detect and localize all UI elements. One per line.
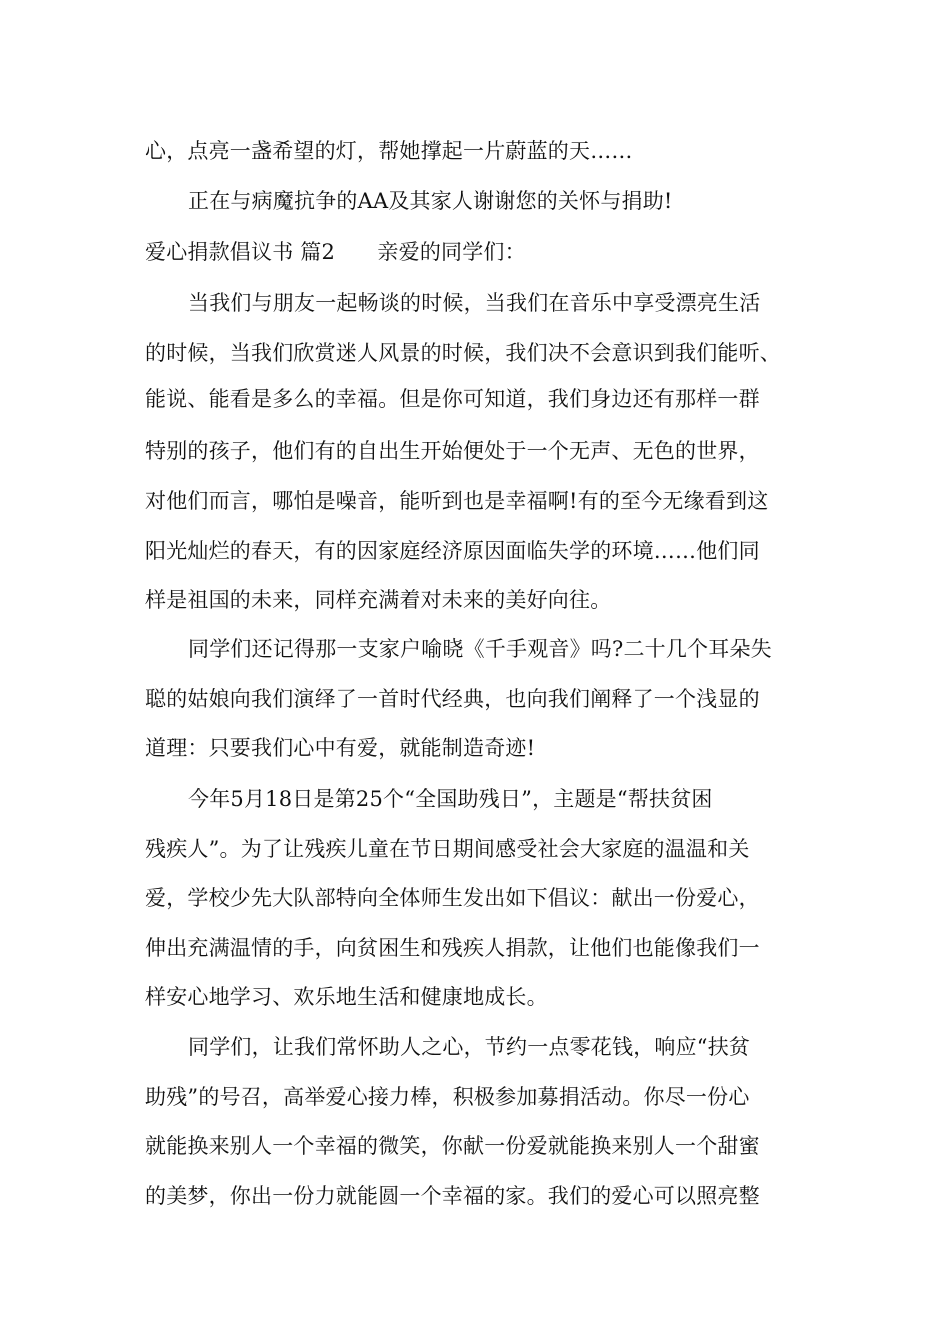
text-line: 助残”的号召，高举爱心接力棒，积极参加募捐活动。你尽一份心 (145, 1085, 750, 1109)
text-line: 就能换来别人一个幸福的微笑，你献一份爱就能换来别人一个甜蜜 (145, 1134, 760, 1158)
text-line: 样是祖国的未来，同样充满着对未来的美好向往。 (145, 588, 612, 612)
text-line: 阳光灿烂的春天，有的因家庭经济原因面临失学的环境……他们同 (145, 539, 760, 563)
text-line: 正在与病魔抗争的AA及其家人谢谢您的关怀与捐助! (188, 189, 673, 213)
text-line: 样安心地学习、欢乐地生活和健康地成长。 (145, 985, 548, 1009)
text-line: 当我们与朋友一起畅谈的时候，当我们在音乐中享受漂亮生活 (188, 291, 761, 315)
text-line: 能说、能看是多么的幸福。但是你可知道，我们身边还有那样一群 (145, 387, 760, 411)
text-line: 特别的孩子，他们有的自出生开始便处于一个无声、无色的世界， (145, 439, 760, 463)
section-heading: 爱心捐款倡议书 篇2 亲爱的同学们： (145, 240, 526, 264)
text-line: 道理：只要我们心中有爱，就能制造奇迹! (145, 736, 536, 760)
text-line: 伸出充满温情的手，向贫困生和残疾人捐款，让他们也能像我们一 (145, 936, 760, 960)
text-line: 爱，学校少先大队部特向全体师生发出如下倡议：献出一份爱心， (145, 886, 760, 910)
text-line: 的美梦，你出一份力就能圆一个幸福的家。我们的爱心可以照亮整 (145, 1184, 760, 1208)
text-line: 同学们，让我们常怀助人之心，节约一点零花钱，响应“扶贫 (188, 1035, 751, 1059)
text-line: 对他们而言，哪怕是噪音，能听到也是幸福啊!有的至今无缘看到这 (145, 489, 769, 513)
text-line: 今年5月18日是第25个“全国助残日”，主题是“帮扶贫困 (188, 787, 713, 811)
text-line: 心，点亮一盏希望的灯，帮她撑起一片蔚蓝的天…… (145, 139, 633, 163)
text-line: 的时候，当我们欣赏迷人风景的时候，我们决不会意识到我们能听、 (145, 341, 781, 365)
text-line: 残疾人”。为了让残疾儿童在节日期间感受社会大家庭的温温和关 (145, 837, 750, 861)
text-line: 同学们还记得那一支家户喻晓《千手观音》吗?二十几个耳朵失 (188, 637, 772, 661)
text-line: 聪的姑娘向我们演绎了一首时代经典，也向我们阐释了一个浅显的 (145, 687, 760, 711)
